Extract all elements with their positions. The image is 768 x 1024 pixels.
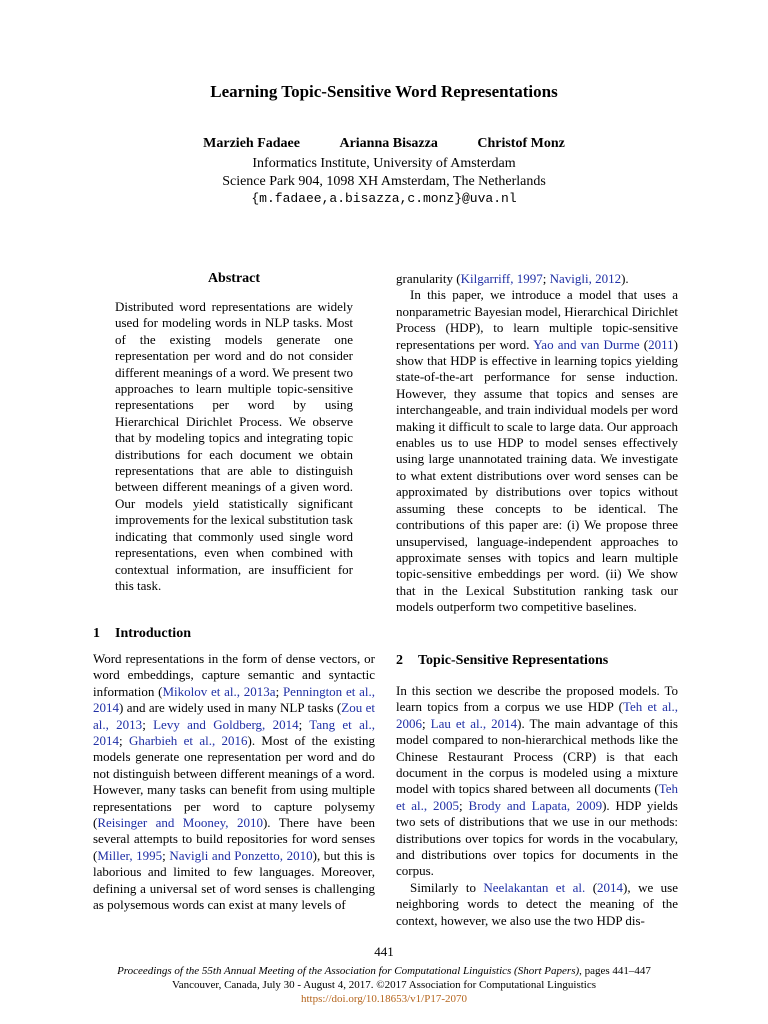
conference-line: Vancouver, Canada, July 30 - August 4, 2017. ©2017 Association for Computational Linguistics	[171, 979, 597, 991]
citation-link[interactable]: Kilgarriff, 1997	[460, 271, 543, 286]
section-2-body	[396, 683, 678, 929]
proceedings-line: Proceedings of the 55th Annual Meeting of the Association for Computational Linguistics (Short Papers), pages 441–447	[117, 965, 651, 977]
citation-link[interactable]: 2011	[648, 336, 674, 352]
citation-link[interactable]: Neelakantan et al.	[483, 879, 586, 895]
author-list	[0, 136, 768, 152]
page-number: 441	[374, 944, 394, 959]
author-name: Marzieh Fadaee	[203, 136, 300, 151]
paper-title: Learning Topic-Sensitive Word Representations	[210, 82, 558, 101]
author-email: {m.fadaee,a.bisazza,c.monz}@uva.nl	[251, 191, 517, 206]
author-name: Arianna Bisazza	[339, 136, 438, 151]
abstract-body	[115, 299, 353, 594]
section-2-heading	[396, 653, 678, 669]
citation-link[interactable]: Navigli and Ponzetto, 2010	[169, 847, 313, 863]
citation-link[interactable]: Miller, 1995	[97, 847, 163, 863]
paragraph: In this paper, we introduce a model that uses a nonparametric Bayesian model, Hierarchical Dirichlet Process (HDP), to learn multiple topic-sensitive representations per word. Yao and van Durme (2011) show that HDP is effective in learning topics yielding state-of-the-art performance for sense induction. However, they assume that topics and senses are interchangeable, and train individual models per word making it difficult to scale to large data. Our approach enables us to use HDP to model senses effectively using large unannotated training data. We investigate to what extent distributions over word senses can be approximated by distributions over topics without assuming these concepts to be identical. The contributions of this paper are: (i) We propose three unsupervised, language-independent approaches to approximate senses with topics and learn multiple topic-sensitive embeddings per word. (ii) We show that in the Lexical Substitution ranking task our models outperform two competitive baselines.	[396, 287, 679, 615]
citation-link[interactable]: Gharbieh et al., 2016	[128, 733, 248, 749]
citation-link[interactable]: Reisinger and Mooney, 2010	[97, 815, 263, 831]
citation-link[interactable]: Lau et al., 2014	[430, 715, 518, 731]
doi-link[interactable]: https://doi.org/10.18653/v1/P17-2070	[300, 993, 468, 1005]
citation-link[interactable]: Mikolov et al., 2013a	[162, 683, 276, 699]
affiliation-address: Science Park 904, 1098 XH Amsterdam, The Netherlands	[222, 174, 546, 189]
section-title: Topic-Sensitive Representations	[418, 653, 609, 668]
citation-link[interactable]: 2014	[597, 879, 624, 895]
abstract-text: Distributed word representations are widely used for modeling words in NLP tasks. Most of the existing models generate one representation per word and do not consider different meanings of a word. We present two approaches to learn multiple topic-sensitive representations per word by using Hierarchical Dirichlet Process. We observe that by modeling topics and integrating topic distributions for each document we obtain representations that are able to distinguish between different meanings of a given word. Our models yield statistically significant improvements for the lexical substitution task indicating that commonly used single word representations, even when combined with contextual information, are insufficient for this task.	[115, 299, 353, 593]
author-name: Christof Monz	[477, 136, 565, 151]
section-1-body	[93, 651, 375, 914]
section-number: 1	[93, 626, 100, 641]
paragraph: In this section we describe the proposed models. To learn topics from a corpus we use HDP (Teh et al., 2006; Lau et al., 2014). The main advantage of this model compared to non-hierarchical methods like the Chinese Restaurant Process (CRP) is that each document in the corpus is modeled using a mixture model with topics shared between all documents (Teh et al., 2005; Brody and Lapata, 2009). HDP yields two sets of distributions that we use in our methods: distributions over topics for words in the vocabulary, and distributions over topics for documents in the corpus.	[396, 683, 678, 879]
citation-link[interactable]: Navigli, 2012	[549, 271, 622, 286]
citation-link[interactable]: Tang et al., 2014	[93, 716, 375, 749]
paragraph: Similarly to Neelakantan et al. (2014), we use neighboring words to detect the meaning of the context, however, we also use the two HDP dis-	[396, 879, 678, 928]
abstract-heading: Abstract	[207, 271, 261, 286]
citation-link[interactable]: Teh et al., 2005	[396, 781, 678, 813]
citation-link[interactable]: Levy and Goldberg, 2014	[153, 716, 299, 732]
citation-link[interactable]: Brody and Lapata, 2009	[468, 797, 603, 813]
right-column-body	[396, 271, 678, 616]
citation-link[interactable]: Teh et al., 2006	[396, 699, 678, 731]
paragraph: Word representations in the form of dense vectors, or word embeddings, capture semantic and syntactic information (Mikolov et al., 2013a; Pennington et al., 2014) and are widely used in many NLP tasks (Zou et al., 2013; Levy and Goldberg, 2014; Tang et al., 2014; Gharbieh et al., 2016). Most of the existing models generate one representation per word and do not distinguish between different meanings of a word. However, many tasks can benefit from using multiple representations per word to capture polysemy (Reisinger and Mooney, 2010). There have been several attempts to build repositories for word senses (Miller, 1995; Navigli and Ponzetto, 2010), but this is laborious and limited to few languages. Moreover, defining a universal set of word senses is challenging as polysemous words can exist at many levels of	[93, 651, 376, 913]
citation-link[interactable]: Yao and van Durme	[533, 336, 640, 352]
section-number: 2	[396, 653, 403, 668]
paragraph: granularity (Kilgarriff, 1997; Navigli, 2012).	[396, 271, 629, 286]
citation-link[interactable]: Pennington et al., 2014	[93, 683, 375, 716]
section-title: Introduction	[115, 626, 191, 641]
section-1-heading	[93, 626, 375, 642]
affiliation-institute: Informatics Institute, University of Amsterdam	[252, 156, 516, 171]
citation-link[interactable]: Zou et al., 2013	[93, 700, 375, 732]
